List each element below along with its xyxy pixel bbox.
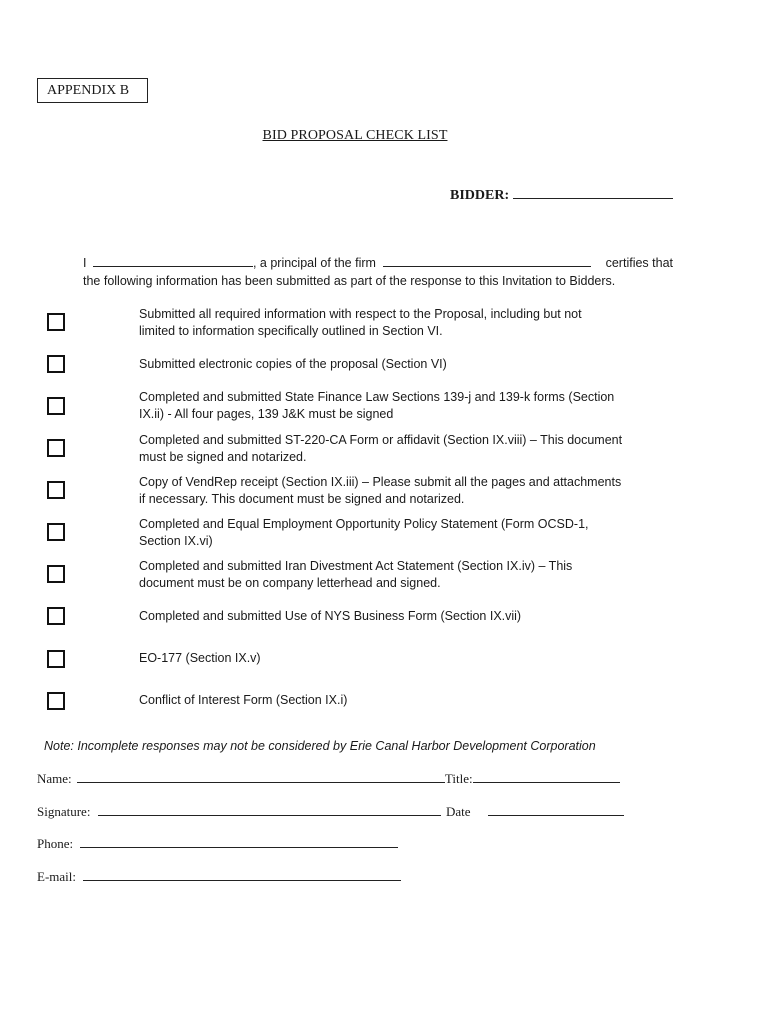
signature-input-line[interactable] [98, 804, 441, 816]
item-text: Completed and submitted ST-220-CA Form or affidavit (Section IX.viii) – This document must be signed and notarized. [139, 433, 623, 464]
name-title-row [37, 771, 620, 787]
item-text: Completed and submitted Iran Divestment Act Statement (Section IX.iv) – This document must be on company letterhead and signed. [139, 559, 573, 590]
principal-name-line[interactable] [93, 255, 253, 267]
item-text: Copy of VendRep receipt (Section IX.iii) – Please submit all the pages and attachments if necessary. This document must be signed and notarized. [139, 475, 622, 506]
phone-input-line[interactable] [80, 836, 398, 848]
checkbox[interactable] [47, 607, 65, 625]
item-text: Completed and submitted State Finance Law Sections 139-j and 139-k forms (Section IX.ii) - All four pages, 139 J&K must be signed [139, 390, 615, 421]
cert-principal-text: , a principal of the firm [252, 256, 376, 270]
checkbox[interactable] [47, 523, 65, 541]
note-text: Note: Incomplete responses may not be considered by Erie Canal Harbor Development Corporation [44, 739, 596, 753]
email-label: E-mail: [37, 869, 76, 884]
phone-row [37, 836, 398, 852]
title-label: Title: [444, 771, 473, 786]
date-input-line[interactable] [488, 804, 624, 816]
checkbox[interactable] [47, 692, 65, 710]
checkbox[interactable] [47, 481, 65, 499]
appendix-label: APPENDIX B [37, 78, 148, 103]
bidder-label: BIDDER: [450, 188, 510, 203]
checkbox[interactable] [47, 650, 65, 668]
firm-name-line[interactable] [383, 255, 591, 267]
item-text: Completed and Equal Employment Opportunity Policy Statement (Form OCSD-1, Section IX.vi) [139, 517, 589, 548]
item-text: Conflict of Interest Form (Section IX.i) [139, 693, 348, 707]
item-text: EO-177 (Section IX.v) [139, 651, 261, 665]
cert-line-2: the following information has been submitted as part of the response to this Invitation to Bidders. [83, 274, 616, 288]
checkbox[interactable] [47, 355, 65, 373]
checkbox[interactable] [47, 313, 65, 331]
email-row [37, 869, 401, 885]
email-input-line[interactable] [83, 869, 401, 881]
cert-i: I [83, 256, 87, 270]
name-label: Name: [37, 771, 72, 786]
checkbox[interactable] [47, 397, 65, 415]
phone-label: Phone: [37, 836, 74, 851]
name-input-line[interactable] [77, 771, 445, 783]
cert-certifies-text: certifies that [605, 256, 673, 270]
checkbox[interactable] [47, 439, 65, 457]
title-input-line[interactable] [473, 771, 620, 783]
item-text: Submitted all required information with respect to the Proposal, including but not limited to information specifically outlined in Section VI. [139, 307, 582, 338]
signature-label: Signature: [37, 804, 91, 819]
item-text: Submitted electronic copies of the proposal (Section VI) [139, 357, 447, 371]
signature-date-row [37, 804, 624, 820]
bidder-field [450, 186, 673, 204]
bidder-input-line[interactable] [513, 186, 673, 199]
checkbox[interactable] [47, 565, 65, 583]
certification-statement [83, 254, 673, 290]
item-text: Completed and submitted Use of NYS Business Form (Section IX.vii) [139, 609, 522, 623]
document-title: BID PROPOSAL CHECK LIST [262, 128, 448, 143]
date-label: Date [445, 804, 471, 819]
